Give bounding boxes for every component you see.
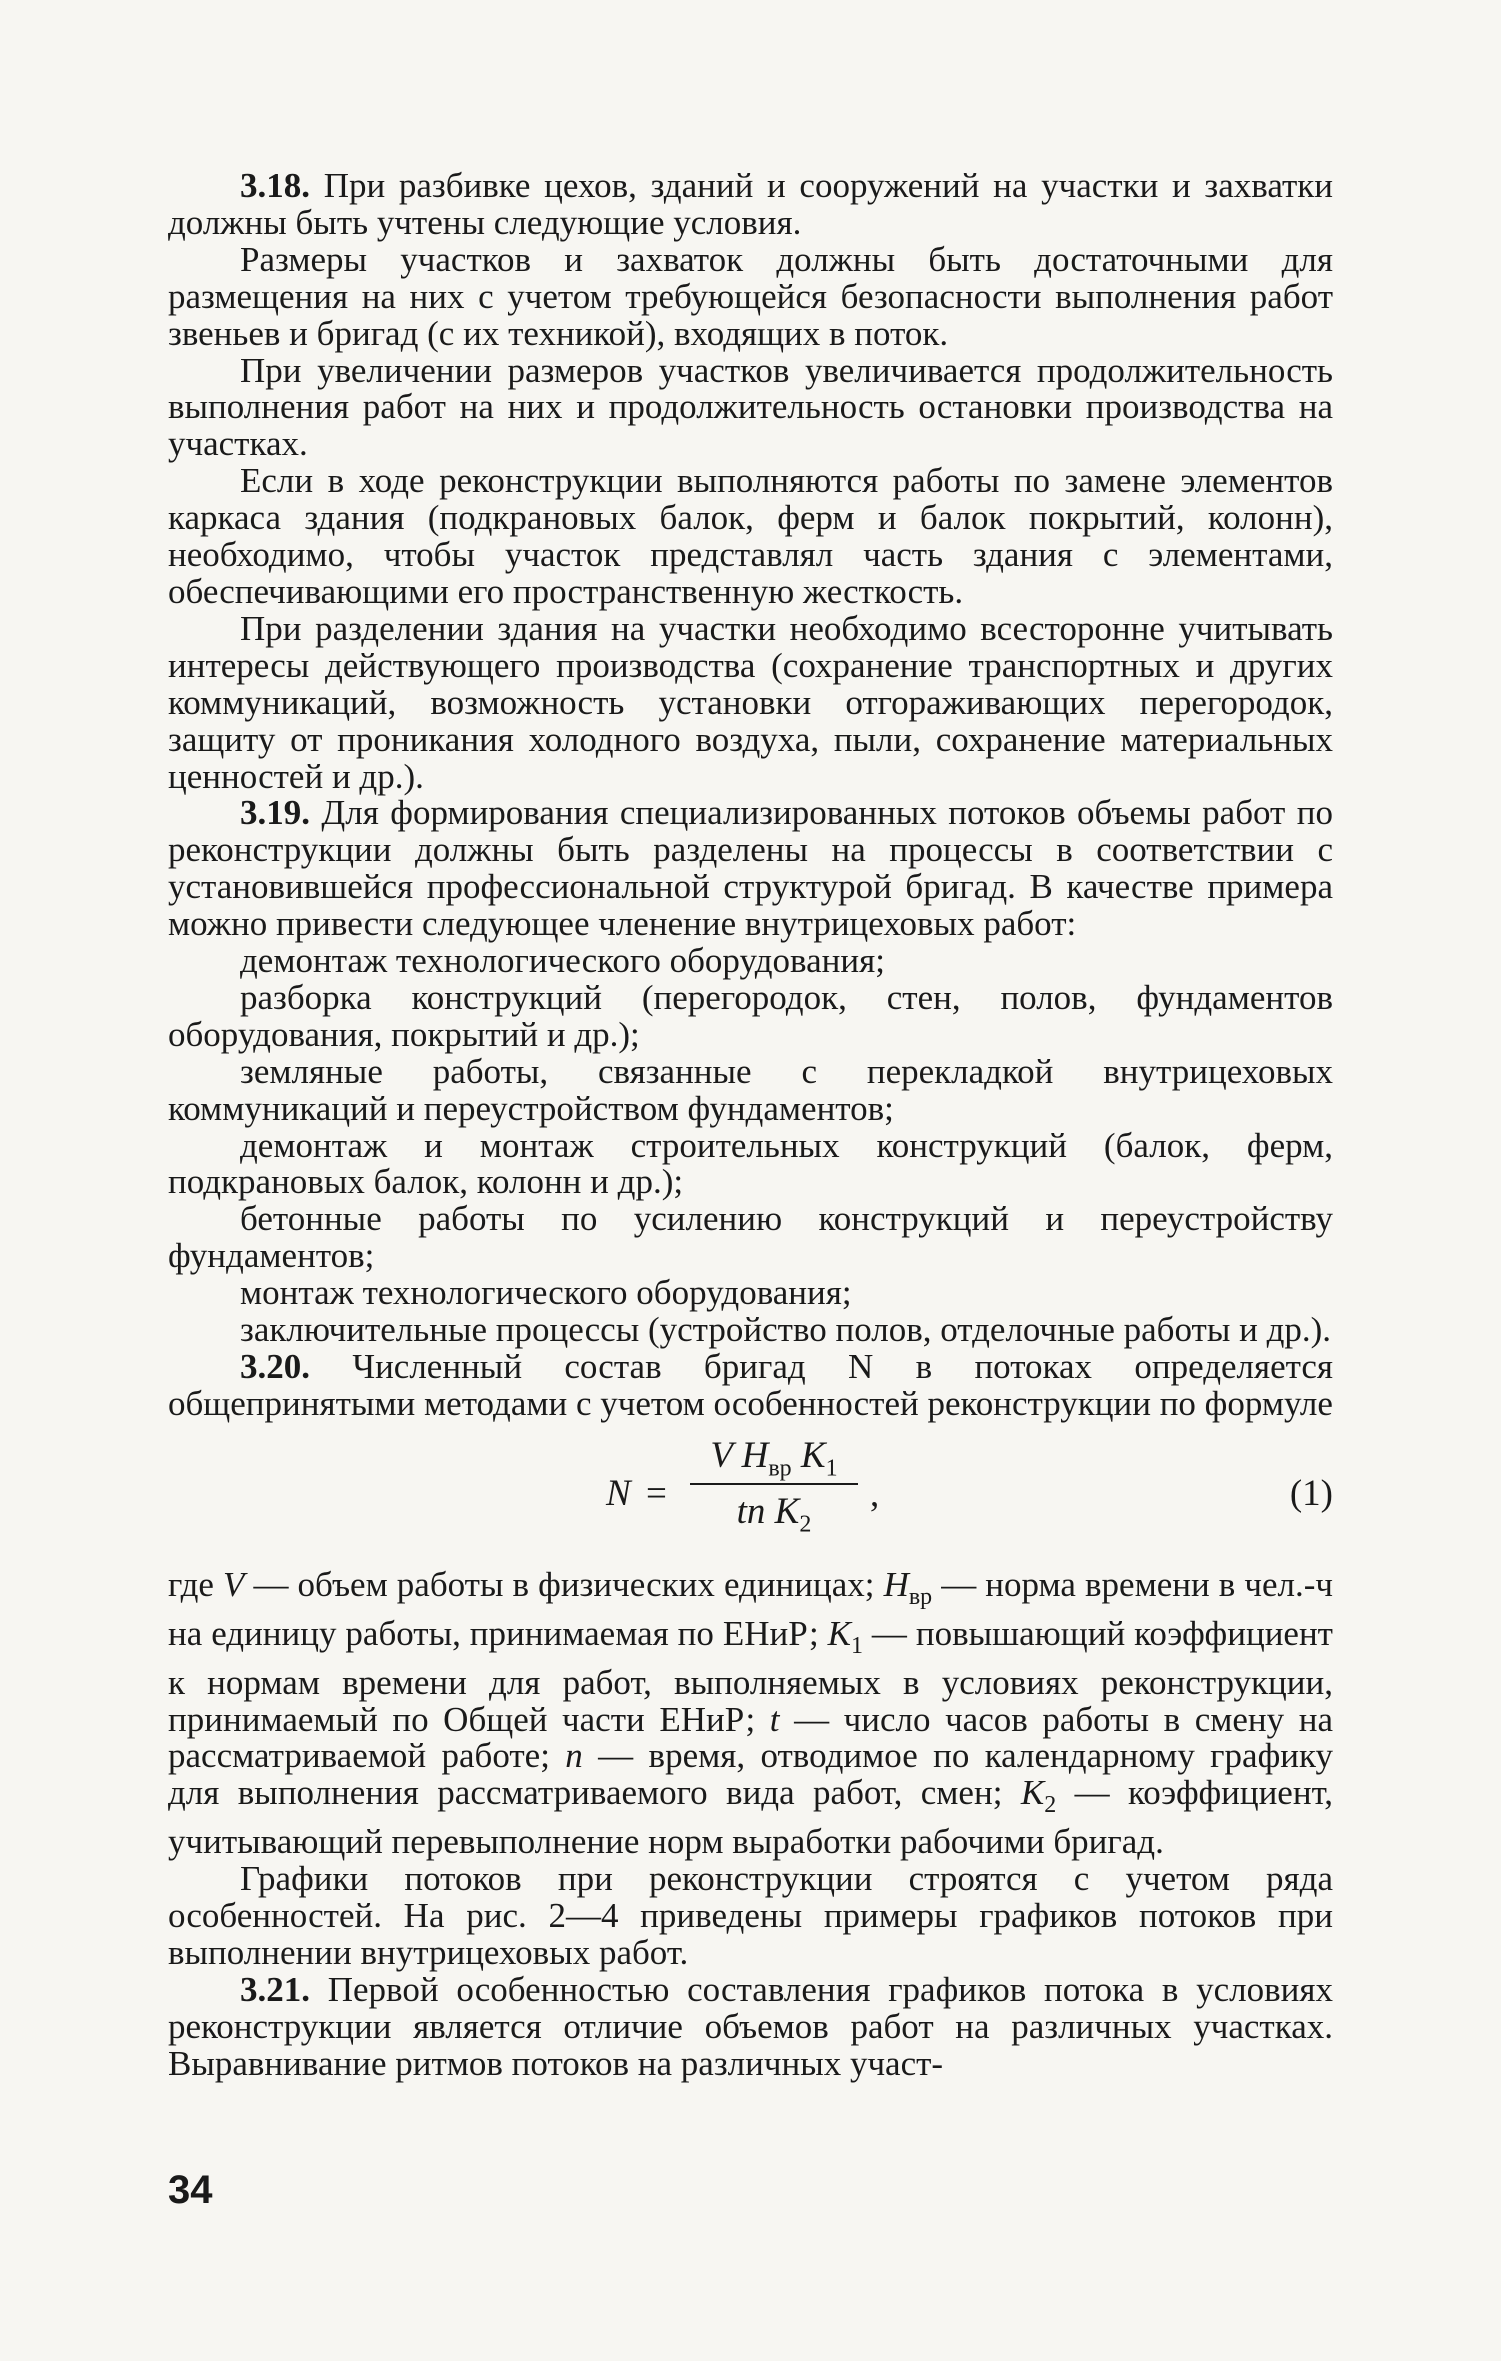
variable-subscript: 2 [1044,1792,1057,1819]
variable: V [223,1564,245,1604]
paragraph-3-18 [168,168,1333,242]
variable: n [565,1736,583,1776]
variable-subscript: 1 [851,1632,863,1659]
formula-1 [168,1429,1333,1561]
formula-fraction [690,1429,858,1539]
page-number: 34 [168,2168,213,2212]
list-item: разборка конструкций (перегородок, стен, полов, фундаментов оборудования, покрытий и др.); [168,977,1333,1054]
text-run: — число часов работы в смену на рассматриваемой работе; [168,1699,1333,1776]
paragraph-3-20-a: Графики потоков при реконструкции строятся с учетом ряда особенностей. На рис. 2—4 приведены примеры графиков потоков при выполнении внутрицеховых работ. [168,1859,1333,1972]
paragraph-3-21 [168,1969,1333,2083]
formula-comma: , [870,1473,880,1515]
variable: t [769,1699,780,1739]
list-item: монтаж технологического оборудования; [240,1273,852,1313]
paragraph-3-18-d: При разделении здания на участки необходимо всесторонне учитывать интересы действующего производства (сохранение транспортных и других коммуникаций, возможность установки отгораживающих перегородок, защиту от проникания холодного воздуха, пыли, сохранение материальных ценностей и др.). [168,608,1333,796]
paragraph-number: 3.21. [240,1969,310,2009]
text-run: — норма времени в чел.-ч на единицу работы, принимаемая по ЕНиР; [168,1564,1333,1653]
paragraph-text: При разбивке цехов, зданий и сооружений на участки и захватки должны быть учтены следующие условия. [168,166,1333,242]
variable: H [883,1564,909,1604]
formula-lhs: N [606,1472,631,1514]
variable: K [1020,1773,1045,1813]
text-run: — объем работы в физических единицах; [244,1564,884,1604]
formula-numerator [690,1429,858,1485]
formula-denominator [690,1485,858,1539]
paragraph-3-18-a: Размеры участков и захваток должны быть достаточными для размещения на них с учетом требующейся безопасности выполнения работ звеньев и бригад (с их техникой), входящих в поток. [168,239,1333,353]
formula-equals: = [646,1472,667,1514]
paragraph-number: 3.18. [240,166,310,205]
numerator-subscript: 1 [825,1455,838,1482]
list-item: земляные работы, связанные с перекладкой внутрицеховых коммуникаций и переустройством фундаментов; [168,1051,1333,1128]
numerator-part: K [791,1434,826,1476]
list-item: заключительные процессы (устройство полов, отделочные работы и др.). [240,1310,1332,1350]
paragraph-text: Для формирования специализированных потоков объемы работ по реконструкции должны быть разделены на процессы в соответствии с установившейся профессиональной структурой бригад. В качестве примера можно привести следующее членение внутрицеховых работ: [168,793,1333,944]
paragraph-text: Численный состав бригад N в потоках определяется общепринятыми методами с учетом особенностей реконструкции по формуле [168,1347,1333,1423]
text-run: — коэффициент, учитывающий перевыполнение норм выработки рабочими бригад. [168,1773,1333,1862]
paragraph-3-18-b: При увеличении размеров участков увеличивается продолжительность выполнения работ на них и продолжительность остановки производства на участках. [168,350,1333,464]
text-run: где [168,1564,224,1604]
paragraph-number: 3.20. [240,1347,310,1386]
text-run: — время, отводимое по календарному графику для выполнения рассматриваемого вида работ, смен; [168,1736,1333,1813]
numerator-part: V H [710,1434,769,1476]
paragraph-number: 3.19. [240,793,310,833]
list-item: бетонные работы по усилению конструкций и переустройству фундаментов; [168,1199,1333,1276]
list-item: демонтаж и монтаж строительных конструкций (балок, ферм, подкрановых балок, колонн и др.); [168,1125,1333,1202]
list-item: демонтаж технологического оборудования; [240,941,885,981]
formula-explanation [168,1564,1333,1862]
paragraph-text: Первой особенностью составления графиков потока в условиях реконструкции является отличие объемов работ на различных участках. Выравнивание ритмов потоков на различных участ- [168,1969,1333,2083]
denominator-part: tn K [736,1490,800,1532]
numerator-subscript: вр [768,1455,792,1482]
page-body [168,168,1333,2083]
text-run: — повышающий коэффициент к нормам времени для работ, выполняемых в условиях реконструкции, принимаемый по Общей части ЕНиР; [168,1613,1333,1739]
variable-subscript: вр [908,1583,933,1610]
paragraph-3-18-c: Если в ходе реконструкции выполняются работы по замене элементов каркаса здания (подкрановых балок, ферм и балок покрытий, колонн), необходимо, чтобы участок представлял часть здания с элементами, обеспечивающими его пространственную жесткость. [168,461,1333,611]
paragraph-3-20 [168,1349,1333,1423]
denominator-subscript: 2 [799,1511,812,1538]
variable: K [827,1613,851,1653]
paragraph-3-19 [168,795,1333,943]
formula-number: (1) [1289,1472,1333,1514]
